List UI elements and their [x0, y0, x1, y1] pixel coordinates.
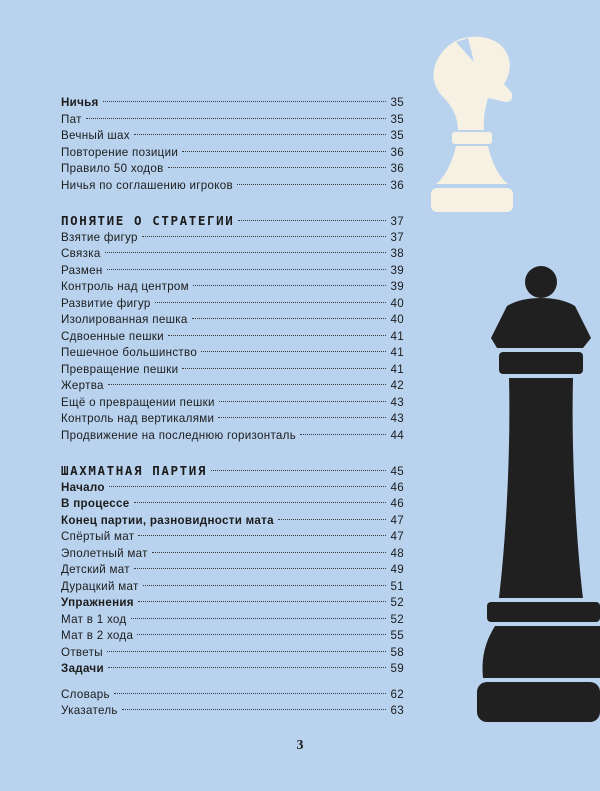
dot-leader: [134, 568, 386, 569]
toc-entry-title: Дурацкий мат: [61, 579, 139, 593]
toc-entry-page: 46: [390, 480, 404, 494]
dot-leader: [237, 184, 386, 185]
toc-entry-title: Спёртый мат: [61, 530, 135, 543]
toc-entry-page: 41: [390, 346, 404, 359]
toc-entry: [61, 595, 404, 612]
toc-entry-title: Сдвоенные пешки: [61, 329, 164, 343]
toc-entry: [61, 161, 404, 178]
toc-entry-page: 63: [390, 704, 404, 717]
dot-leader: [182, 151, 386, 152]
dot-leader: [211, 470, 386, 471]
dot-leader: [138, 601, 386, 602]
toc-entry-title: Контроль над центром: [61, 280, 189, 293]
toc-entry-title: Размен: [61, 263, 103, 277]
toc-entry-title: Словарь: [61, 687, 110, 701]
toc-entry: [61, 145, 404, 162]
toc-group-strategy: [61, 213, 404, 444]
toc-entry: [61, 579, 404, 596]
dot-leader: [131, 618, 387, 619]
toc-entry-title: Изолированная пешка: [61, 313, 188, 326]
dot-leader: [193, 285, 386, 286]
table-of-contents: [61, 95, 404, 720]
toc-entry-page: 40: [390, 313, 404, 326]
toc-entry: [61, 378, 404, 395]
toc-entry-page: 41: [390, 362, 404, 376]
toc-entry: [61, 428, 404, 445]
toc-entry-title: Эполетный мат: [61, 546, 148, 560]
toc-entry: [61, 112, 404, 129]
dot-leader: [107, 651, 386, 652]
toc-entry-page: 37: [390, 230, 404, 244]
toc-entry: [61, 395, 404, 412]
toc-entry: [61, 480, 404, 497]
dot-leader: [238, 220, 386, 221]
toc-entry: [61, 661, 404, 678]
dot-leader: [143, 585, 386, 586]
dot-leader: [108, 384, 386, 385]
toc-entry-page: 42: [390, 379, 404, 392]
toc-entry: [61, 128, 404, 145]
dot-leader: [103, 101, 386, 102]
toc-entry-page: 59: [390, 662, 404, 675]
toc-entry-page: 36: [390, 162, 404, 175]
dot-leader: [152, 552, 386, 553]
toc-entry-title: Повторение позиции: [61, 145, 179, 159]
dot-leader: [107, 269, 386, 270]
dot-leader: [218, 417, 386, 418]
toc-entry-page: 46: [390, 497, 404, 510]
dot-leader: [168, 335, 386, 336]
toc-entry: [61, 703, 404, 720]
toc-entry-page: 43: [390, 412, 404, 425]
dot-leader: [219, 401, 386, 402]
toc-entry-page: 35: [390, 129, 404, 142]
toc-entry: [61, 463, 404, 480]
toc-entry-page: 43: [390, 395, 404, 409]
toc-group-game: [61, 463, 404, 678]
dot-leader: [108, 667, 386, 668]
toc-entry: [61, 645, 404, 662]
toc-entry-title: Начало: [61, 480, 105, 494]
toc-entry-page: 51: [390, 579, 404, 593]
toc-entry: [61, 178, 404, 195]
toc-entry: [61, 496, 404, 513]
toc-group-appendix: [61, 687, 404, 720]
toc-entry: [61, 279, 404, 296]
dot-leader: [182, 368, 386, 369]
toc-entry-title: Задачи: [61, 662, 104, 675]
toc-group-draw: [61, 95, 404, 194]
toc-entry-title: Развитие фигур: [61, 296, 151, 310]
toc-entry-page: 36: [390, 145, 404, 159]
toc-entry: [61, 263, 404, 280]
toc-entry: [61, 546, 404, 563]
toc-entry-title: Конец партии, разновидности мата: [61, 513, 274, 527]
toc-entry-title: Ещё о превращении пешки: [61, 395, 215, 409]
toc-entry-title: Детский мат: [61, 563, 130, 576]
dot-leader: [155, 302, 386, 303]
toc-entry-page: 41: [390, 329, 404, 343]
toc-entry-title: Мат в 2 хода: [61, 629, 134, 642]
toc-entry-page: 49: [390, 563, 404, 576]
toc-entry-page: 48: [390, 546, 404, 560]
toc-entry-title: Контроль над вертикалями: [61, 412, 215, 425]
dot-leader: [134, 502, 386, 503]
toc-entry: [61, 95, 404, 112]
dot-leader: [105, 252, 386, 253]
toc-entry-page: 62: [390, 687, 404, 701]
toc-entry-title: Взятие фигур: [61, 230, 138, 244]
toc-entry-title: Пешечное большинство: [61, 346, 198, 359]
toc-entry-page: 39: [390, 280, 404, 293]
toc-entry-title: Ответы: [61, 645, 103, 659]
dot-leader: [109, 486, 386, 487]
dot-leader: [137, 634, 386, 635]
toc-entry-title: В процессе: [61, 497, 130, 510]
toc-entry: [61, 411, 404, 428]
dot-leader: [122, 709, 386, 710]
toc-entry-page: 38: [390, 247, 404, 260]
toc-entry-page: 47: [390, 530, 404, 543]
toc-entry-title: Связка: [61, 247, 101, 260]
dot-leader: [142, 236, 386, 237]
toc-entry: [61, 612, 404, 629]
toc-entry-title: Продвижение на последнюю горизонталь: [61, 428, 297, 442]
dot-leader: [201, 351, 386, 352]
toc-entry-page: 37: [390, 215, 404, 228]
toc-entry: [61, 213, 404, 230]
toc-entry-page: 39: [390, 263, 404, 277]
toc-entry-title: ПОНЯТИЕ О СТРАТЕГИИ: [61, 213, 235, 228]
toc-entry-title: Ничья по соглашению игроков: [61, 178, 233, 192]
dot-leader: [134, 134, 386, 135]
page-number: 3: [296, 738, 304, 753]
toc-entry-title: Жертва: [61, 379, 104, 392]
toc-entry-page: 58: [390, 645, 404, 659]
dot-leader: [114, 693, 386, 694]
toc-entry-page: 40: [390, 296, 404, 310]
dot-leader: [168, 167, 386, 168]
black-queen-icon: [473, 258, 600, 726]
toc-entry: [61, 362, 404, 379]
toc-entry-title: Мат в 1 ход: [61, 612, 127, 626]
toc-entry-page: 44: [390, 428, 404, 442]
dot-leader: [138, 535, 386, 536]
toc-entry: [61, 562, 404, 579]
toc-entry-page: 55: [390, 629, 404, 642]
toc-entry: [61, 296, 404, 313]
toc-entry: [61, 529, 404, 546]
toc-entry-page: 35: [390, 112, 404, 126]
toc-entry-title: Пат: [61, 112, 82, 126]
toc-entry-title: Превращение пешки: [61, 362, 179, 376]
toc-entry-title: Правило 50 ходов: [61, 162, 164, 175]
toc-entry-page: 47: [390, 513, 404, 527]
dot-leader: [86, 118, 386, 119]
dot-leader: [300, 434, 386, 435]
toc-entry-page: 36: [390, 178, 404, 192]
toc-entry-title: Упражнения: [61, 596, 134, 609]
toc-entry: [61, 312, 404, 329]
dot-leader: [278, 519, 386, 520]
dot-leader: [192, 318, 386, 319]
toc-entry-page: 45: [390, 465, 404, 478]
toc-entry-title: Вечный шах: [61, 129, 130, 142]
toc-entry: [61, 628, 404, 645]
toc-entry-page: 35: [390, 96, 404, 109]
toc-entry: [61, 246, 404, 263]
toc-entry-title: Указатель: [61, 704, 118, 717]
toc-entry: [61, 329, 404, 346]
toc-entry: [61, 513, 404, 530]
toc-entry-page: 52: [390, 596, 404, 609]
toc-entry-title: ШАХМАТНАЯ ПАРТИЯ: [61, 463, 208, 478]
toc-entry-title: Ничья: [61, 96, 99, 109]
toc-entry-page: 52: [390, 612, 404, 626]
toc-entry: [61, 230, 404, 247]
toc-entry: [61, 345, 404, 362]
toc-entry: [61, 687, 404, 704]
white-knight-icon: [428, 32, 516, 216]
